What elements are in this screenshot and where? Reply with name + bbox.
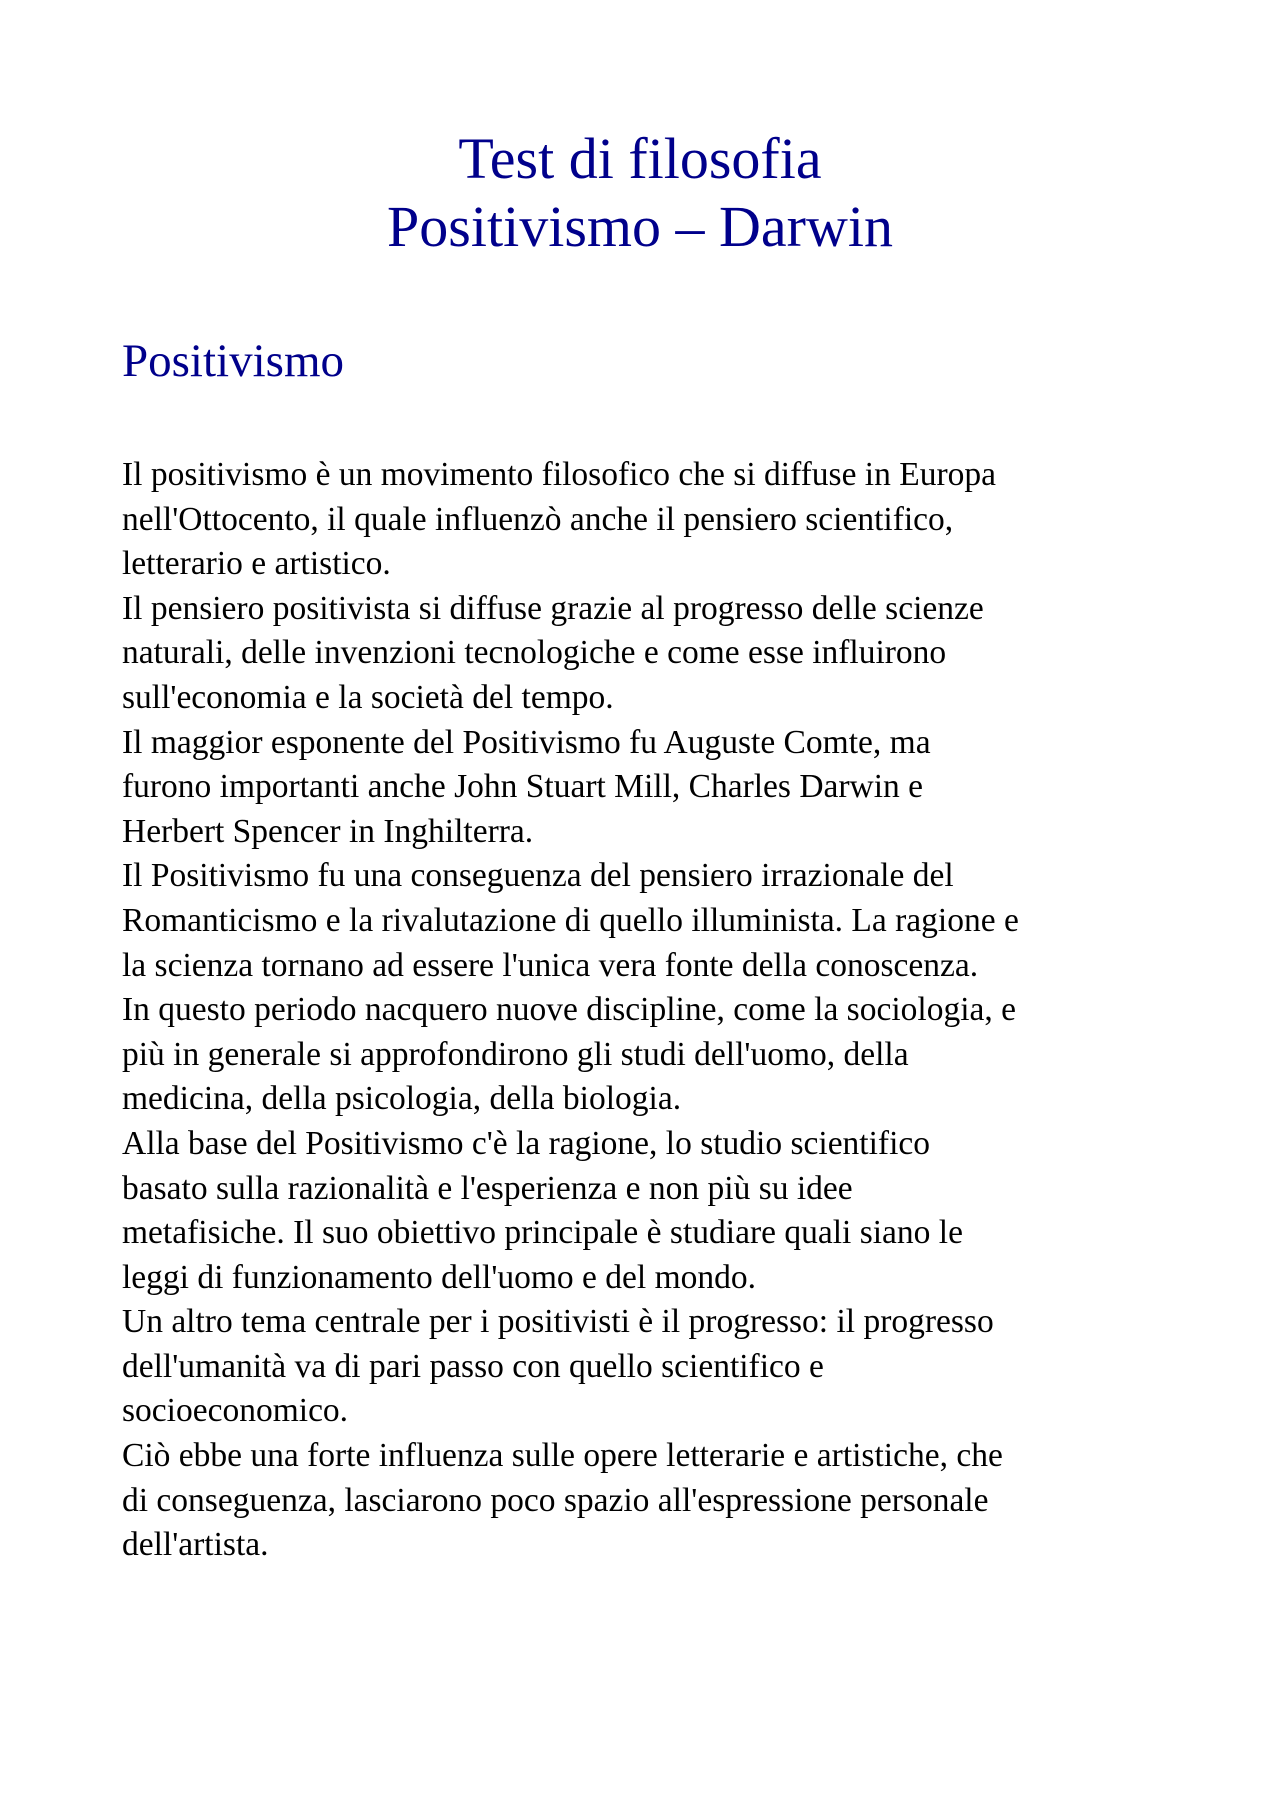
body-line: Alla base del Positivismo c'è la ragione, lo studio scientifico	[122, 1124, 931, 1162]
body-line: Il maggior esponente del Positivismo fu Auguste Comte, ma	[122, 723, 931, 761]
body-line: naturali, delle invenzioni tecnologiche e come esse influirono	[122, 634, 947, 672]
body-line: nell'Ottocento, il quale influenzò anche il pensiero scientifico,	[122, 500, 954, 538]
body-line: Un altro tema centrale per i positivisti è il progresso: il progresso	[122, 1303, 994, 1341]
body-line: metafisiche. Il suo obiettivo principale è studiare quali siano le	[122, 1214, 963, 1252]
document-title	[0, 125, 1280, 261]
body-line: Ciò ebbe una forte influenza sulle opere letterarie e artistiche, che	[122, 1437, 1003, 1475]
body-line: Il positivismo è un movimento filosofico che si diffuse in Europa	[122, 456, 996, 493]
body-line: furono importanti anche John Stuart Mill, Charles Darwin e	[122, 768, 924, 806]
body-line: In questo periodo nacquero nuove discipline, come la sociologia, e	[122, 991, 1016, 1029]
section-heading: Positivismo	[122, 335, 345, 387]
body-text	[122, 453, 1182, 1568]
body-line: Il pensiero positivista si diffuse grazie al progresso delle scienze	[122, 589, 984, 627]
body-line: Il Positivismo fu una conseguenza del pensiero irrazionale del	[122, 857, 954, 895]
body-line: letterario e artistico.	[122, 545, 391, 583]
body-line: socioeconomico.	[122, 1392, 349, 1430]
body-line: più in generale si approfondirono gli studi dell'uomo, della	[122, 1035, 909, 1073]
body-line: dell'artista.	[122, 1526, 269, 1564]
body-line: dell'umanità va di pari passo con quello scientifico e	[122, 1347, 824, 1385]
body-line: Herbert Spencer in Inghilterra.	[122, 812, 534, 850]
body-line: basato sulla razionalità e l'esperienza e non più su idee	[122, 1169, 853, 1207]
title-line-2: Positivismo – Darwin	[387, 194, 893, 259]
body-line: Romanticismo e la rivalutazione di quello illuminista. La ragione e	[122, 901, 1019, 939]
body-line: medicina, della psicologia, della biologia.	[122, 1080, 682, 1118]
body-line: la scienza tornano ad essere l'unica vera fonte della conoscenza.	[122, 946, 979, 984]
title-line-1: Test di filosofia	[458, 126, 822, 191]
body-line: sull'economia e la società del tempo.	[122, 678, 614, 716]
body-line: leggi di funzionamento dell'uomo e del mondo.	[122, 1258, 757, 1296]
body-line: di conseguenza, lasciarono poco spazio all'espressione personale	[122, 1481, 989, 1519]
